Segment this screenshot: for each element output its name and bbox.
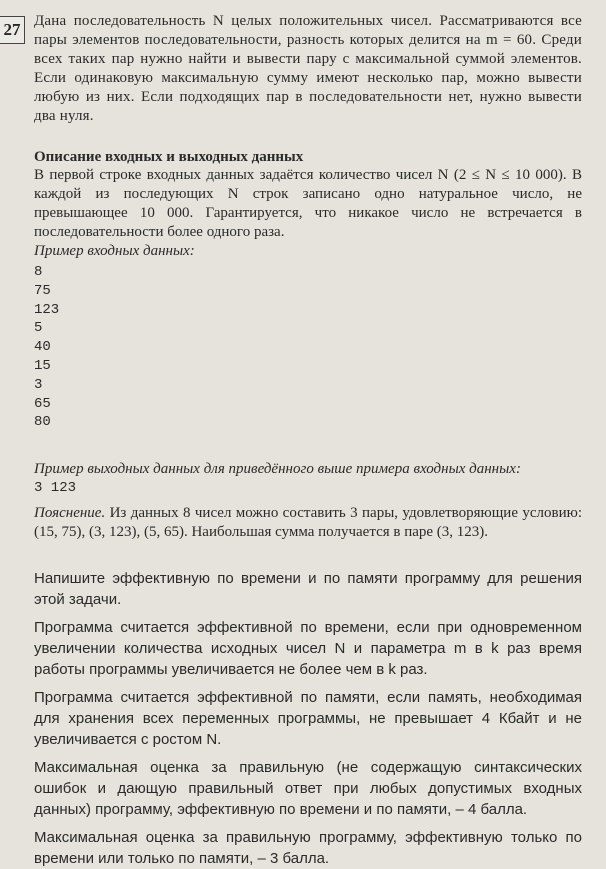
- input-example-heading: Пример входных данных:: [34, 243, 195, 259]
- input-line: 75: [34, 282, 51, 299]
- input-line: 80: [34, 414, 51, 431]
- explanation-label: Пояснение.: [34, 504, 106, 521]
- task-number-box: 27: [0, 16, 25, 44]
- input-line: 8: [34, 264, 43, 280]
- requirement-paragraph: Напишите эффективную по времени и по памяти программу для решения этой задачи.: [34, 569, 582, 608]
- explanation-text: Из данных 8 чисел можно составить 3 пары, удовлетворяющие условию: (15, 75), (3, 123), (5, 65). Наибольшая сумма получается в паре (3, 123).: [34, 504, 582, 540]
- input-line: 5: [34, 320, 43, 337]
- input-line: 15: [34, 357, 51, 374]
- output-example-heading: Пример выходных данных для приведённого выше примера входных данных:: [34, 461, 521, 478]
- input-line: 123: [34, 301, 60, 318]
- output-example: 3 123: [34, 480, 77, 497]
- requirement-paragraph: Программа считается эффективной по времени, если при одновременном увеличении количества исходных чисел N и параметра m в k раз время работы программы увеличивается не более чем в k раз.: [34, 618, 582, 678]
- io-description: В первой строке входных данных задаётся количество чисел N (2 ≤ N ≤ 10 000). В каждой из последующих N строк записано одно натуральное число, не превышающее 10 000. Гарантируется, что никакое число не встречается в последовательности более одного раза.: [34, 167, 582, 240]
- requirement-paragraph: Максимальная оценка за правильную программу, эффективную только по времени или только по памяти, – 3 балла.: [34, 828, 582, 867]
- input-line: 40: [34, 339, 51, 356]
- requirement-paragraph: Программа считается эффективной по памяти, если память, необходимая для хранения всех переменных программы, не превышает 4 Кбайт и не увеличивается с ростом N.: [34, 688, 582, 748]
- input-example-list: [34, 263, 582, 432]
- io-heading: Описание входных и выходных данных: [34, 149, 304, 165]
- task-statement: Дана последовательность N целых положительных чисел. Рассматриваются все пары элементов последовательности, разность которых делится на m = 60. Среди всех таких пар нужно найти и вывести пару с максимальной суммой элементов. Если одинаковую максимальную сумму имеют несколько пар, можно вывести любую из них. Если подходящих пар в последовательности нет, нужно вывести два нуля.: [34, 13, 582, 124]
- explanation: [34, 504, 582, 542]
- task-content: [34, 12, 582, 869]
- input-line: 3: [34, 376, 43, 393]
- requirement-paragraph: Максимальная оценка за правильную (не содержащую синтаксических ошибок и дающую правильный ответ при любых допустимых входных данных) программу, эффективную по времени и по памяти, – 4 балла.: [34, 758, 582, 818]
- input-line: 65: [34, 395, 51, 412]
